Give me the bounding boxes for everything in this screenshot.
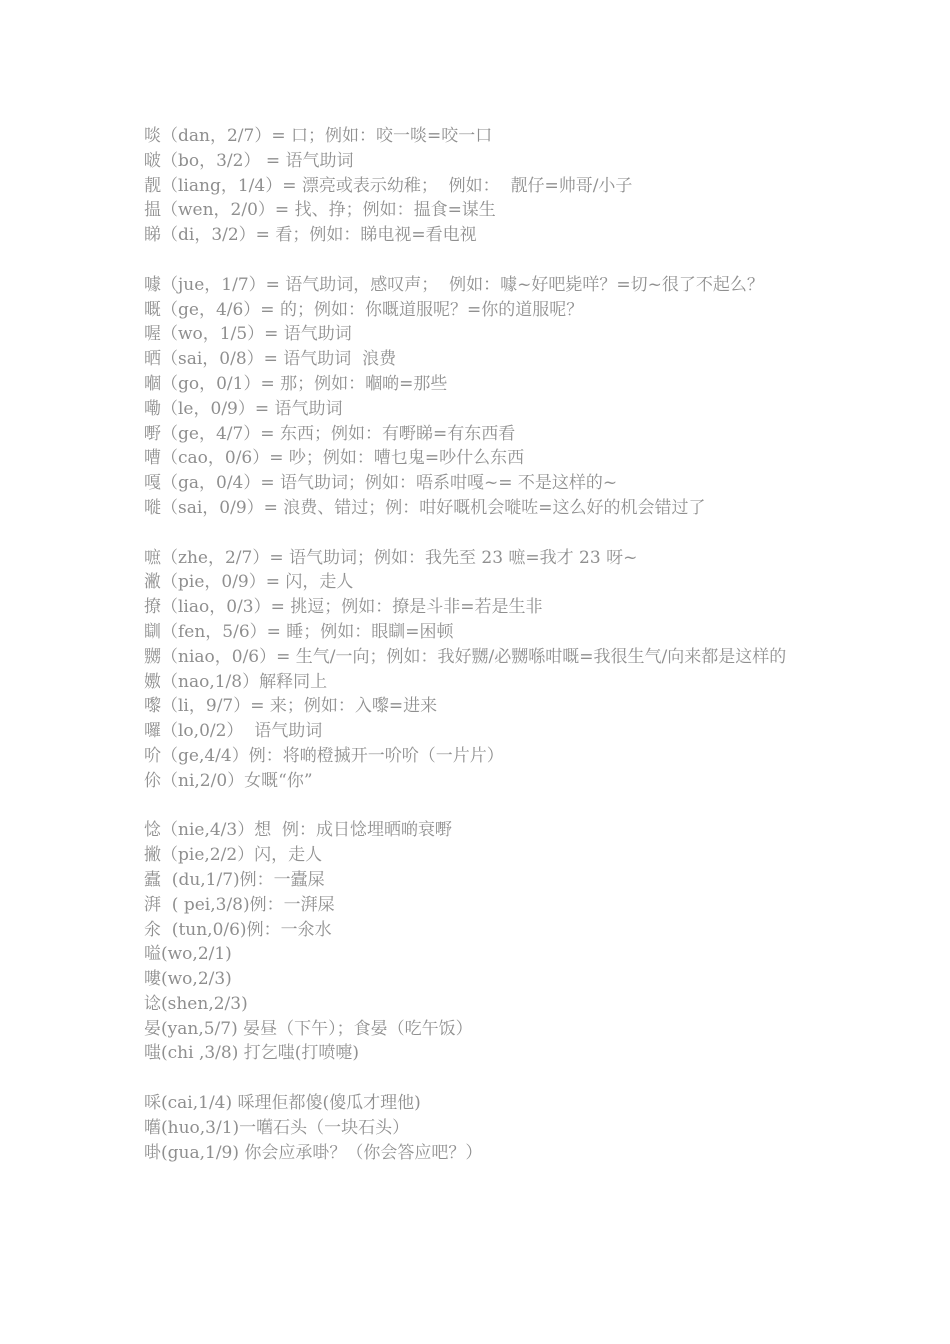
entry-line: 潎（pie，0/9）= 闪，走人 <box>144 572 354 593</box>
entry-line: 嘢（ge，4/7）= 东西；例如：有嘢睇=有东西看 <box>144 423 516 444</box>
entry-line: 晒（sai，0/8）= 语气助词 浪费 <box>144 349 397 370</box>
entry-line: 嘎（ga，0/4）= 语气助词；例如：唔系咁嘎~= 不是这样的~ <box>144 473 618 494</box>
entry-group-2 <box>144 273 804 521</box>
entry-line: 囉（lo,0/2） 语气助词 <box>144 721 323 742</box>
entry-group-1 <box>144 124 804 248</box>
entry-line: 揾（wen，2/0）= 找、挣；例如：揾食=谋生 <box>144 200 496 221</box>
entry-line: 嚟（li，9/7）= 来；例如：入嚟=进来 <box>144 696 438 717</box>
entry-line: 嘞（le，0/9）= 语气助词 <box>144 398 343 419</box>
entry-line: 惗（nie,4/3）想 例：成日惗埋晒啲衰嘢 <box>144 820 453 841</box>
entry-line: 嚿(huo,3/1)一嚿石头（一块石头） <box>144 1117 410 1138</box>
entry-line: 氽 (tun,0/6)例：一氽水 <box>144 919 332 940</box>
entry-line: 谂(shen,2/3) <box>144 993 248 1014</box>
entry-line: 喔（wo，1/5）= 语气助词 <box>144 324 352 345</box>
entry-line: 嘥（sai，0/9）= 浪费、错过；例：咁好嘅机会嘥咗=这么好的机会错过了 <box>144 497 706 518</box>
entry-group-4 <box>144 818 804 1066</box>
entry-line: 啩(gua,1/9) 你会应承啩？（你会答应吧？） <box>144 1142 483 1163</box>
entry-line: 撩（liao，0/3）= 挑逗；例如：撩是斗非=若是生非 <box>144 597 543 618</box>
entry-group-3 <box>144 546 804 794</box>
entry-line: 嗰（go，0/1）= 那；例如：嗰啲=那些 <box>144 373 448 394</box>
entry-line: 嘅（ge，4/6）= 的；例如：你嘅道服呢？=你的道服呢？ <box>144 299 584 320</box>
entry-line: 撇（pie,2/2）闪，走人 <box>144 845 323 866</box>
entry-line: 湃 ( pei,3/8)例：一湃屎 <box>144 894 335 915</box>
entry-line: 蠹 (du,1/7)例：一蠹屎 <box>144 869 325 890</box>
entry-line: 嗻（zhe，2/7）= 语气助词；例如：我先至 23 嗻=我才 23 呀~ <box>144 547 638 568</box>
entry-line: 晏(yan,5/7) 晏昼（下午）；食晏（吃午饭） <box>144 1018 473 1039</box>
entry-line: 嗌(wo,2/1) <box>144 944 232 965</box>
entry-line: 嗤(chi ,3/8) 打乞嗤(打喷嚏) <box>144 1043 360 1064</box>
entry-line: 嘍(wo,2/3) <box>144 969 232 990</box>
entry-line: 啋(cai,1/4) 啋理佢都傻(傻瓜才理他) <box>144 1093 421 1114</box>
entry-line: 靓（liang，1/4）= 漂亮或表示幼稚； 例如： 靓仔=帅哥/小子 <box>144 175 633 196</box>
entry-line: 噱（jue，1/7）= 语气助词，感叹声； 例如：噱~好吧毙咩？=切~很了不起么？ <box>144 274 764 295</box>
entry-line: 嬲（niao，0/6）= 生气/一向；例如：我好嬲/必嬲喺咁嘅=我很生气/向来都是这样的 <box>144 646 787 667</box>
document-page <box>144 124 804 1165</box>
entry-line: 嫐（nao,1/8）解释同上 <box>144 671 328 692</box>
entry-line: 睇（di，3/2）= 看；例如：睇电视=看电视 <box>144 225 477 246</box>
entry-line: 吤（ge,4/4）例：将啲橙搣开一吤吤（一片片） <box>144 745 504 766</box>
entry-line: 伱（ni,2/0）女嘅“你” <box>144 770 313 791</box>
entry-line: 啖（dan，2/7）= 口；例如：咬一啖=咬一口 <box>144 126 493 146</box>
entry-line: 瞓（fen，5/6）= 睡；例如：眼瞓=困顿 <box>144 621 454 642</box>
entry-line: 嘈（cao，0/6）= 吵；例如：嘈乜鬼=吵什么东西 <box>144 448 525 469</box>
entry-group-5 <box>144 1091 804 1165</box>
entry-line: 啵（bo，3/2） = 语气助词 <box>144 150 354 171</box>
